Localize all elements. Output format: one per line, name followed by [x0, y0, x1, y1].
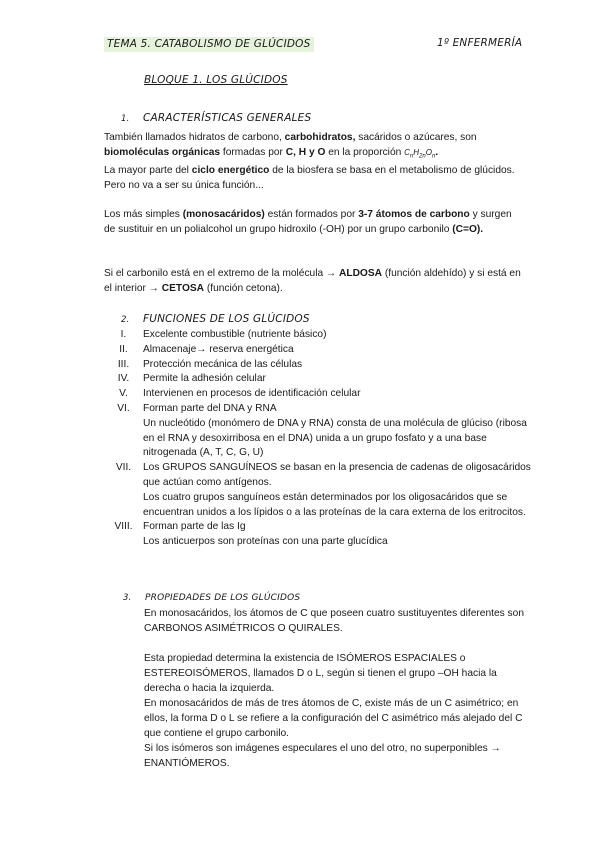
section3-title: PROPIEDADES DE LOS GLÚCIDOS	[145, 593, 301, 603]
list-number: IV.	[117, 373, 130, 385]
section3-paragraph-3: En monosacáridos de más de tres átomos de C, existe más de un C asimétrico; en ellos, la forma D o L se refiere a la configuración del C asimétrico más alejado del C que contiene el grupo carbonilo.	[144, 698, 523, 739]
list-subtext: Los cuatro grupos sanguíneos están determinados por los oligosacáridos que se encuentran unidos a los lípidos o a las proteínas de la cara externa de los eritrocitos.	[143, 491, 526, 518]
section1-paragraph-3: Los más simples (monosacáridos) están formados por 3-7 átomos de carbono y surgen de sustituir en un polialcohol un grupo hidroxilo (-OH) por un grupo carbonilo (C=O).	[104, 209, 512, 235]
section3-heading	[123, 593, 300, 603]
list-number: II.	[119, 343, 128, 355]
section3-body	[144, 606, 534, 771]
list-number: III.	[117, 358, 130, 370]
list-item	[104, 358, 534, 373]
section2-heading	[121, 313, 310, 325]
section1-paragraph-1: También llamados hidratos de carbono, carbohidratos, sacáridos o azúcares, son biomoléculas orgánicas formadas por C, H y O en la proporción $C_nH_{2n}O_n$.	[104, 132, 477, 160]
list-number: VIII.	[114, 521, 133, 533]
list-number: VI.	[117, 402, 130, 414]
section1-paragraph-2: La mayor parte del ciclo energético de la biosfera se basa en el metabolismo de glúcidos. Pero no va a ser su única función...	[104, 165, 515, 191]
section2-number: 2.	[121, 315, 130, 325]
list-text: Permite la adhesión celular	[143, 373, 266, 385]
section1-heading	[121, 112, 311, 124]
list-text: Forman parte de las Ig	[143, 521, 246, 533]
list-item	[104, 387, 534, 402]
section1-title: CARACTERÍSTICAS GENERALES	[143, 112, 312, 124]
list-number: VII.	[115, 462, 132, 474]
section2-title: FUNCIONES DE LOS GLÚCIDOS	[143, 313, 310, 325]
list-subtext: Un nucleótido (monómero de DNA y RNA) consta de una molécula de glúciso (ribosa en el RNA y desoxirribosa en el DNA) unida a un grupo fosfato y a una base nitrogenada (A, T, C, G, U)	[143, 417, 527, 459]
section3-paragraph-2: Esta propiedad determina la existencia de ISÓMEROS ESPACIALES o ESTEREOISÓMEROS, llamados D o L, según si tienen el grupo –OH hacia la derecha o hacia la izquierda.	[144, 653, 497, 694]
list-item	[104, 372, 534, 387]
list-subtext: Los anticuerpos son proteínas con una parte glucídica	[143, 536, 388, 548]
proportion-formula: $C_nH_{2n}O_n$	[404, 148, 436, 160]
section1-number: 1.	[121, 114, 130, 124]
list-text: Almacenaje→ reserva energética	[143, 343, 294, 355]
list-item	[104, 461, 534, 520]
course-label: 1º ENFERMERÍA	[437, 37, 523, 49]
list-text: Intervienen en procesos de identificación celular	[143, 388, 361, 400]
list-text: Forman parte del DNA y RNA	[143, 402, 277, 414]
list-number: I.	[120, 329, 127, 340]
section1-paragraph-4: Si el carbonilo está en el extremo de la molécula → ALDOSA (función aldehído) y si está en el interior → CETOSA (función cetona).	[104, 268, 521, 294]
functions-list	[104, 328, 534, 550]
document-title: TEMA 5. CATABOLISMO DE GLÚCIDOS	[104, 37, 314, 52]
list-item	[104, 328, 534, 343]
section3-paragraph-1: En monosacáridos, los átomos de C que poseen cuatro sustituyentes diferentes son CARBONOS ASIMÉTRICOS O QUIRALES.	[144, 608, 524, 634]
list-text: Protección mecánica de las células	[143, 358, 303, 370]
block-title: BLOQUE 1. LOS GLÚCIDOS	[144, 74, 288, 86]
list-item	[104, 520, 534, 550]
list-number: V.	[119, 388, 128, 400]
list-item	[104, 402, 534, 461]
list-item	[104, 343, 534, 358]
section3-number: 3.	[123, 593, 132, 603]
section3-paragraph-4: Si los isómeros son imágenes especulares el uno del otro, no superponibles → ENANTIÓMEROS.	[144, 743, 501, 769]
list-text: Excelente combustible (nutriente básico)	[143, 329, 327, 340]
list-text: Los GRUPOS SANGUÍNEOS se basan en la presencia de cadenas de oligosacáridos que actúan como antígenos.	[143, 462, 531, 488]
